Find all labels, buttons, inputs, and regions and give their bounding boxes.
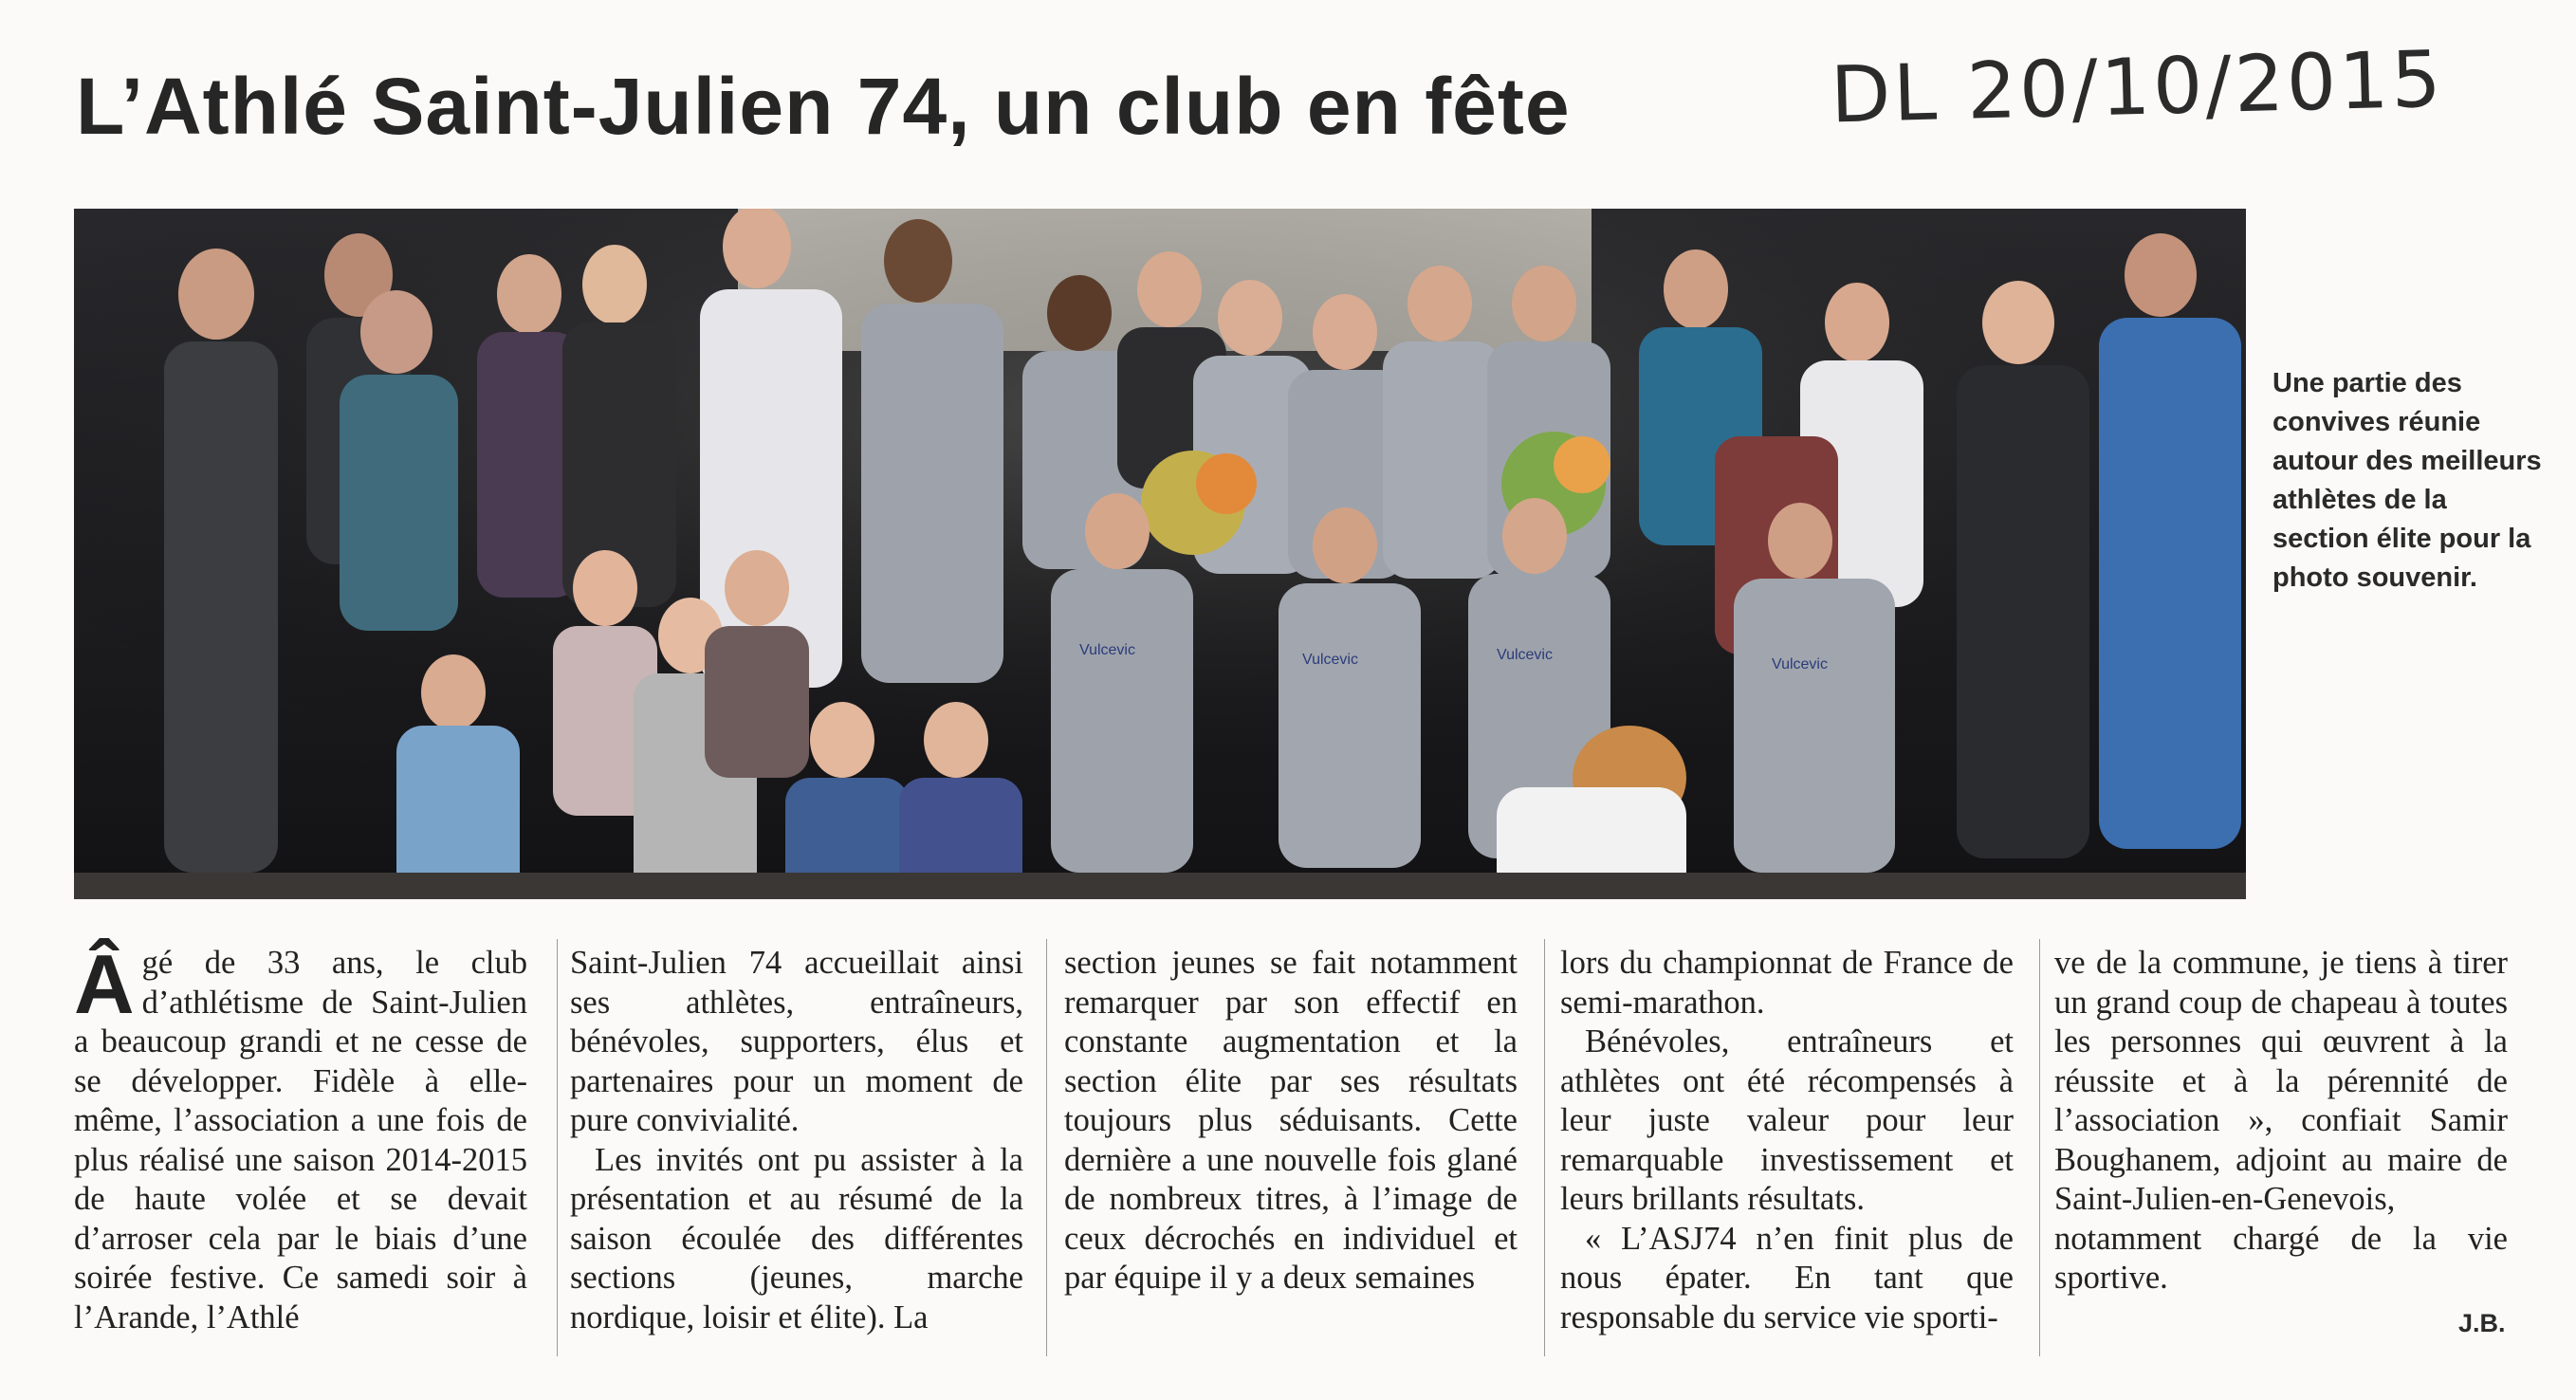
- jersey-text: Vulcevic: [1772, 656, 1828, 672]
- stage-floor: [74, 873, 2246, 899]
- jersey-text: Vulcevic: [1302, 652, 1358, 668]
- paragraph: Saint-Julien 74 accueillait ainsi ses athlètes, entraîneurs, bénévoles, supporters, élus et partenaires pour un moment de pure convivialité.: [570, 945, 1023, 1138]
- jersey-text: Vulcevic: [1497, 647, 1553, 663]
- paragraph: Les invités ont pu assister à la présentation et au résumé de la saison écoulée des différentes sections (jeunes, marche nordique, loisir et élite). La: [570, 1141, 1023, 1336]
- jersey-text: Vulcevic: [1079, 642, 1135, 658]
- text-column-1: [74, 937, 527, 1337]
- group-photo-illustration: [74, 209, 2246, 899]
- column-rule: [557, 939, 558, 1356]
- handwritten-date-note: DL 20/10/2015: [1829, 34, 2445, 141]
- column-rule: [1046, 939, 1047, 1356]
- text-column-5: [2054, 944, 2508, 1299]
- column-rule: [2039, 939, 2040, 1356]
- group-photo: [74, 209, 2246, 899]
- article-headline: L’Athlé Saint-Julien 74, un club en fête: [76, 62, 1571, 151]
- photo-caption: Une partie des convives réunie autour des meilleurs athlètes de la section élite pour la photo souvenir.: [2272, 368, 2542, 593]
- text-column-3: [1064, 944, 1518, 1299]
- paragraph: gé de 33 ans, le club d’athlétisme de Saint-Julien a beaucoup grandi et ne cesse de se développer. Fidèle à elle-même, l’association a une fois de plus réalisé une saison 2014-2015 de haute volée et se devait d’arroser cela par le biais d’une soirée festive. Ce samedi soir à l’Arande, l’Athlé: [74, 945, 527, 1336]
- byline: J.B.: [2458, 1309, 2506, 1337]
- paragraph: Bénévoles, entraîneurs et athlètes ont été récompensés à leur juste valeur pour leur remarquable investissement et leurs brillants résultats.: [1560, 1023, 2014, 1217]
- dropcap: Â: [74, 937, 135, 1031]
- text-column-4: [1560, 944, 2014, 1337]
- paragraph: lors du championnat de France de semi-marathon.: [1560, 945, 2014, 1021]
- paragraph: section jeunes se fait notamment remarquer par son effectif en constante augmentation et la section élite par ses résultats toujours plus séduisants. Cette dernière a une nouvelle fois glané de nombreux titres, à l’image de ceux décrochés en individuel et par équipe il y a deux semaines: [1064, 945, 1518, 1296]
- column-rule: [1544, 939, 1545, 1356]
- paragraph: « L’ASJ74 n’en finit plus de nous épater. En tant que responsable du service vie sporti-: [1560, 1220, 2014, 1336]
- text-column-2: [570, 944, 1023, 1337]
- paragraph: ve de la commune, je tiens à tirer un grand coup de chapeau à toutes les personnes qui œuvrent à la réussite et à la pérennité de l’association », confiait Samir Boughanem, adjoint au maire de Saint-Julien-en-Genevois, notamment chargé de la vie sportive.: [2054, 945, 2508, 1296]
